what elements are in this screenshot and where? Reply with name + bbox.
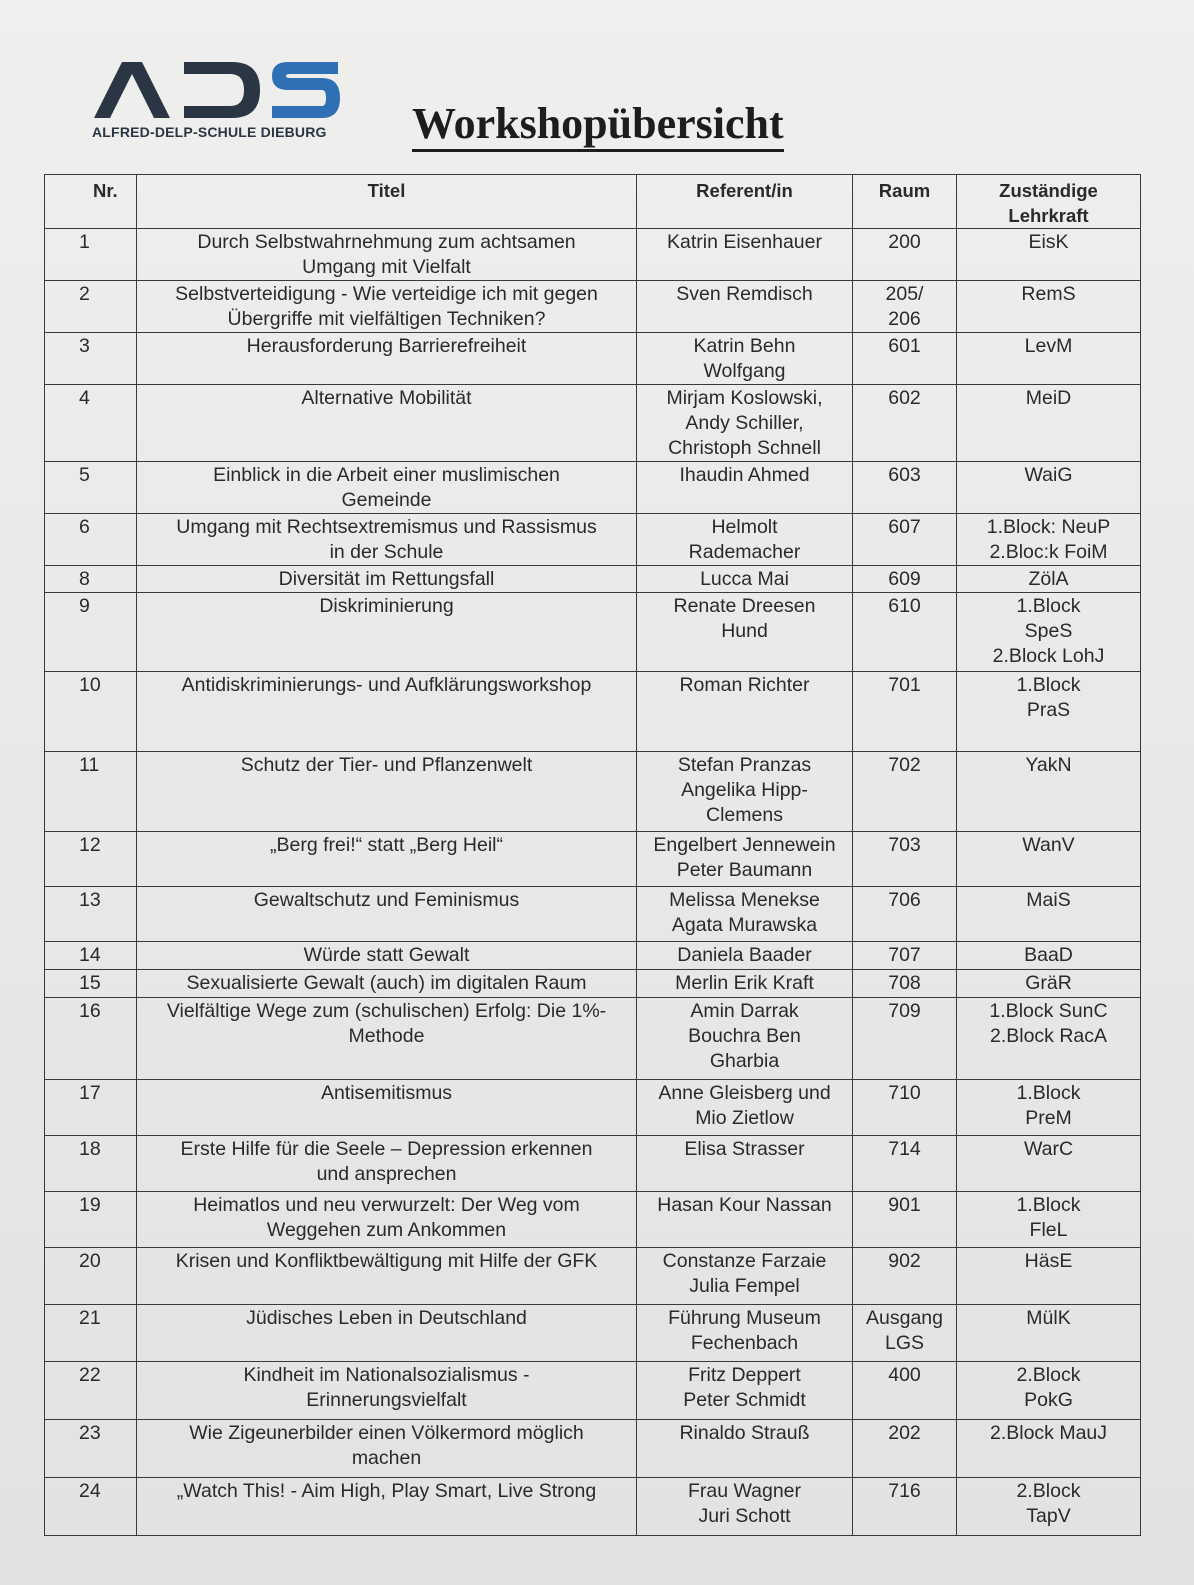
cell-titel-line: Erste Hilfe für die Seele – Depression erkennen <box>180 1138 593 1160</box>
cell-referent-line: Sven Remdisch <box>676 283 813 305</box>
cell-titel-line: und ansprechen <box>316 1163 457 1185</box>
cell-titel <box>137 1080 637 1136</box>
cell-referent-line: Fechenbach <box>690 1332 799 1354</box>
cell-raum <box>853 1305 957 1362</box>
cell-titel <box>137 998 637 1080</box>
cell-raum <box>853 1420 957 1478</box>
cell-referent <box>637 1305 853 1362</box>
cell-referent-line: Mio Zietlow <box>695 1107 794 1129</box>
cell-lehrkraft <box>957 970 1141 998</box>
cell-titel-line: Würde statt Gewalt <box>303 944 470 966</box>
table-row <box>45 514 1141 566</box>
cell-titel-line: Durch Selbstwahrnehmung zum achtsamen <box>197 231 576 253</box>
cell-nr: 3 <box>45 333 137 385</box>
cell-raum <box>853 672 957 752</box>
cell-referent-line: Bouchra Ben <box>688 1025 801 1047</box>
cell-nr: 14 <box>45 942 137 970</box>
table-row <box>45 566 1141 593</box>
cell-raum <box>853 462 957 514</box>
cell-nr: 8 <box>45 566 137 593</box>
cell-raum-line: 601 <box>888 335 921 357</box>
cell-raum <box>853 998 957 1080</box>
cell-nr: 9 <box>45 593 137 672</box>
table-row <box>45 1478 1141 1536</box>
cell-raum-line: 701 <box>888 674 921 696</box>
cell-raum-line: 708 <box>888 972 921 994</box>
cell-referent <box>637 1080 853 1136</box>
cell-lehrkraft <box>957 229 1141 281</box>
cell-lehrkraft-line: 1.Block: NeuP <box>986 516 1111 538</box>
cell-nr: 13 <box>45 887 137 942</box>
cell-referent-line: Wolfgang <box>703 360 786 382</box>
cell-titel-line: Erinnerungsvielfalt <box>306 1389 467 1411</box>
cell-referent <box>637 998 853 1080</box>
cell-referent <box>637 752 853 832</box>
cell-lehrkraft-line: 1.Block <box>1016 1194 1081 1216</box>
header-lehrkraft-line2: Lehrkraft <box>1008 205 1089 226</box>
cell-lehrkraft-line: LevM <box>1024 335 1073 357</box>
cell-referent-line: Anne Gleisberg und <box>658 1082 831 1104</box>
cell-lehrkraft-line: TapV <box>1026 1505 1071 1527</box>
cell-lehrkraft-line: 1.Block <box>1016 1082 1081 1104</box>
cell-referent-line: Peter Schmidt <box>683 1389 806 1411</box>
cell-titel <box>137 970 637 998</box>
cell-titel-line: Antidiskriminierungs- und Aufklärungsworkshop <box>181 674 592 696</box>
table-row <box>45 752 1141 832</box>
cell-lehrkraft-line: MaiS <box>1026 889 1071 911</box>
header-referent: Referent/in <box>637 175 853 229</box>
cell-referent-line: Mirjam Koslowski, <box>666 387 823 409</box>
cell-titel <box>137 566 637 593</box>
cell-nr: 12 <box>45 832 137 887</box>
table-row <box>45 887 1141 942</box>
table-row <box>45 462 1141 514</box>
cell-raum <box>853 229 957 281</box>
cell-raum <box>853 1248 957 1305</box>
table-body <box>45 229 1141 1536</box>
cell-lehrkraft <box>957 1136 1141 1192</box>
cell-raum-line: 702 <box>888 754 921 776</box>
cell-titel <box>137 1305 637 1362</box>
cell-titel-line: „Watch This! - Aim High, Play Smart, Live Strong <box>176 1480 597 1502</box>
header-lehrkraft-line1: Zuständige <box>999 180 1098 201</box>
table-row <box>45 1362 1141 1420</box>
cell-titel <box>137 942 637 970</box>
cell-referent-line: Juri Schott <box>698 1505 791 1527</box>
cell-titel <box>137 1136 637 1192</box>
cell-lehrkraft <box>957 462 1141 514</box>
cell-referent <box>637 1362 853 1420</box>
cell-referent <box>637 1478 853 1536</box>
cell-titel-line: Schutz der Tier- und Pflanzenwelt <box>240 754 533 776</box>
cell-lehrkraft-line: MülK <box>1026 1307 1071 1329</box>
cell-titel-line: Gemeinde <box>341 489 432 511</box>
cell-raum <box>853 1192 957 1248</box>
cell-raum-line: Ausgang <box>866 1307 943 1329</box>
cell-nr: 16 <box>45 998 137 1080</box>
cell-titel-line: Vielfältige Wege zum (schulischen) Erfolg: Die 1%- <box>166 1000 607 1022</box>
cell-raum-line: 902 <box>888 1250 921 1272</box>
cell-lehrkraft <box>957 942 1141 970</box>
cell-nr: 17 <box>45 1080 137 1136</box>
cell-titel-line: Heimatlos und neu verwurzelt: Der Weg vom <box>193 1194 580 1216</box>
cell-titel-line: Einblick in die Arbeit einer muslimischen <box>213 464 560 486</box>
cell-titel <box>137 385 637 462</box>
cell-lehrkraft <box>957 887 1141 942</box>
table-row <box>45 1420 1141 1478</box>
cell-lehrkraft <box>957 566 1141 593</box>
cell-nr: 22 <box>45 1362 137 1420</box>
cell-lehrkraft-line: WanV <box>1022 834 1075 856</box>
table-row <box>45 229 1141 281</box>
cell-lehrkraft <box>957 1248 1141 1305</box>
cell-lehrkraft-line: EisK <box>1028 231 1069 253</box>
cell-raum <box>853 832 957 887</box>
cell-raum-line: 709 <box>888 1000 921 1022</box>
cell-titel-line: „Berg frei!“ statt „Berg Heil“ <box>270 834 503 856</box>
cell-referent <box>637 385 853 462</box>
cell-lehrkraft <box>957 1192 1141 1248</box>
cell-referent <box>637 593 853 672</box>
cell-lehrkraft <box>957 1080 1141 1136</box>
cell-lehrkraft <box>957 1478 1141 1536</box>
cell-referent-line: Rinaldo Strauß <box>679 1422 810 1444</box>
cell-lehrkraft-line: GräR <box>1025 972 1072 994</box>
cell-referent-line: Roman Richter <box>679 674 810 696</box>
cell-lehrkraft <box>957 385 1141 462</box>
cell-lehrkraft-line: WaiG <box>1024 464 1073 486</box>
cell-raum-line: 400 <box>888 1364 921 1386</box>
cell-titel <box>137 832 637 887</box>
cell-lehrkraft-line: SpeS <box>1024 620 1073 642</box>
cell-referent-line: Stefan Pranzas <box>677 754 812 776</box>
table-row <box>45 942 1141 970</box>
cell-raum <box>853 970 957 998</box>
cell-raum-line: 607 <box>888 516 921 538</box>
cell-referent-line: Hund <box>721 620 768 642</box>
cell-referent <box>637 229 853 281</box>
cell-raum <box>853 1362 957 1420</box>
cell-raum-line: 901 <box>888 1194 921 1216</box>
cell-referent-line: Lucca Mai <box>700 568 789 590</box>
cell-lehrkraft-line: 1.Block <box>1016 595 1081 617</box>
cell-referent-line: Katrin Eisenhauer <box>666 231 822 253</box>
cell-referent-line: Merlin Erik Kraft <box>675 972 814 994</box>
cell-raum-line: 706 <box>888 889 921 911</box>
cell-referent-line: Ihaudin Ahmed <box>679 464 810 486</box>
table-row <box>45 593 1141 672</box>
cell-lehrkraft-line: 2.Block <box>1016 1480 1081 1502</box>
cell-lehrkraft <box>957 1305 1141 1362</box>
cell-referent-line: Katrin Behn <box>693 335 796 357</box>
cell-titel-line: in der Schule <box>329 541 444 563</box>
cell-referent <box>637 970 853 998</box>
cell-referent-line: Rademacher <box>688 541 801 563</box>
cell-referent-line: Helmolt <box>711 516 778 538</box>
cell-titel-line: Krisen und Konfliktbewältigung mit Hilfe der GFK <box>175 1250 598 1272</box>
cell-raum-line: 716 <box>888 1480 921 1502</box>
cell-titel-line: Wie Zigeunerbilder einen Völkermord möglich <box>189 1422 584 1444</box>
cell-titel <box>137 672 637 752</box>
cell-titel <box>137 333 637 385</box>
cell-referent-line: Hasan Kour Nassan <box>657 1194 832 1216</box>
cell-nr: 10 <box>45 672 137 752</box>
cell-titel-line: Umgang mit Rechtsextremismus und Rassismus <box>176 516 597 538</box>
cell-raum-line: 602 <box>888 387 921 409</box>
cell-raum <box>853 385 957 462</box>
cell-nr: 18 <box>45 1136 137 1192</box>
cell-lehrkraft-line: MeiD <box>1025 387 1072 409</box>
table-row <box>45 832 1141 887</box>
table-header-row <box>45 175 1141 229</box>
cell-referent-line: Führung Museum <box>668 1307 821 1329</box>
cell-titel-line: Alternative Mobilität <box>301 387 472 409</box>
table-row <box>45 333 1141 385</box>
cell-raum <box>853 1080 957 1136</box>
cell-referent-line: Amin Darrak <box>690 1000 799 1022</box>
cell-referent-line: Melissa Menekse <box>669 889 820 911</box>
cell-lehrkraft-line: 1.Block <box>1016 674 1081 696</box>
table-row <box>45 1080 1141 1136</box>
cell-raum <box>853 593 957 672</box>
cell-raum-line: LGS <box>884 1332 925 1354</box>
table-row <box>45 1305 1141 1362</box>
cell-lehrkraft-line: 2.Bloc:k FoiM <box>989 541 1108 563</box>
cell-referent-line: Gharbia <box>709 1050 780 1072</box>
cell-raum-line: 603 <box>888 464 921 486</box>
cell-titel <box>137 887 637 942</box>
cell-raum <box>853 887 957 942</box>
cell-raum-line: 703 <box>888 834 921 856</box>
cell-referent-line: Daniela Baader <box>677 944 812 966</box>
cell-referent <box>637 887 853 942</box>
cell-referent <box>637 333 853 385</box>
cell-lehrkraft-line: PreM <box>1025 1107 1072 1129</box>
cell-titel <box>137 752 637 832</box>
cell-referent <box>637 514 853 566</box>
cell-referent-line: Andy Schiller, <box>685 412 804 434</box>
cell-raum-line: 714 <box>888 1138 921 1160</box>
cell-nr: 19 <box>45 1192 137 1248</box>
cell-titel <box>137 1248 637 1305</box>
cell-titel <box>137 229 637 281</box>
cell-nr: 1 <box>45 229 137 281</box>
table-row <box>45 385 1141 462</box>
cell-titel-line: Gewaltschutz und Feminismus <box>253 889 520 911</box>
cell-titel-line: Methode <box>348 1025 425 1047</box>
cell-nr: 15 <box>45 970 137 998</box>
cell-lehrkraft-line: RemS <box>1021 283 1076 305</box>
cell-referent-line: Engelbert Jennewein <box>653 834 836 856</box>
cell-raum-line: 205/ <box>885 283 924 305</box>
cell-raum-line: 609 <box>888 568 921 590</box>
cell-lehrkraft <box>957 1420 1141 1478</box>
cell-referent-line: Renate Dreesen <box>673 595 816 617</box>
cell-titel <box>137 593 637 672</box>
cell-nr: 20 <box>45 1248 137 1305</box>
cell-nr: 5 <box>45 462 137 514</box>
table-row <box>45 970 1141 998</box>
header-nr: Nr. <box>45 175 137 229</box>
cell-lehrkraft <box>957 832 1141 887</box>
cell-referent <box>637 1420 853 1478</box>
table-row <box>45 1192 1141 1248</box>
cell-lehrkraft-line: ZölA <box>1028 568 1069 590</box>
school-name: ALFRED-DELP-SCHULE DIEBURG <box>92 124 327 140</box>
cell-raum <box>853 514 957 566</box>
cell-referent-line: Peter Baumann <box>676 859 813 881</box>
document-title: Workshopübersicht <box>412 100 784 152</box>
cell-lehrkraft-line: YakN <box>1025 754 1072 776</box>
table-row <box>45 281 1141 333</box>
header-titel: Titel <box>137 175 637 229</box>
cell-titel-line: Jüdisches Leben in Deutschland <box>246 1307 527 1329</box>
cell-lehrkraft-line: PokG <box>1024 1389 1073 1411</box>
ads-logo-icon <box>92 58 342 120</box>
cell-titel-line: Herausforderung Barrierefreiheit <box>246 335 527 357</box>
cell-lehrkraft <box>957 333 1141 385</box>
cell-raum <box>853 333 957 385</box>
cell-referent <box>637 1248 853 1305</box>
cell-lehrkraft-line: HäsE <box>1024 1250 1073 1272</box>
cell-referent-line: Frau Wagner <box>687 1480 802 1502</box>
cell-referent <box>637 832 853 887</box>
cell-lehrkraft-line: 2.Block MauJ <box>989 1422 1108 1444</box>
cell-lehrkraft <box>957 281 1141 333</box>
cell-referent-line: Christoph Schnell <box>668 437 821 459</box>
cell-lehrkraft-line: WarC <box>1023 1138 1074 1160</box>
cell-referent <box>637 1192 853 1248</box>
cell-raum <box>853 1478 957 1536</box>
cell-titel-line: Sexualisierte Gewalt (auch) im digitalen Raum <box>186 972 587 994</box>
cell-lehrkraft-line: 2.Block <box>1016 1364 1081 1386</box>
cell-titel-line: Weggehen zum Ankommen <box>266 1219 507 1241</box>
cell-referent-line: Agata Murawska <box>671 914 818 936</box>
cell-nr: 4 <box>45 385 137 462</box>
cell-raum <box>853 752 957 832</box>
table-row <box>45 1136 1141 1192</box>
cell-titel-line: Diskriminierung <box>319 595 454 617</box>
cell-nr: 23 <box>45 1420 137 1478</box>
cell-raum <box>853 566 957 593</box>
cell-lehrkraft-line: FleL <box>1029 1219 1068 1241</box>
workshop-table <box>44 174 1141 1536</box>
header-lehrkraft <box>957 175 1141 229</box>
cell-referent <box>637 281 853 333</box>
cell-referent-line: Clemens <box>706 804 783 826</box>
header-raum: Raum <box>853 175 957 229</box>
cell-lehrkraft <box>957 514 1141 566</box>
cell-lehrkraft <box>957 1362 1141 1420</box>
cell-titel-line: machen <box>351 1447 422 1469</box>
cell-referent <box>637 462 853 514</box>
cell-lehrkraft-line: BaaD <box>1024 944 1073 966</box>
table-row <box>45 998 1141 1080</box>
cell-raum-line: 707 <box>888 944 921 966</box>
cell-titel-line: Kindheit im Nationalsozialismus - <box>243 1364 530 1386</box>
cell-nr: 6 <box>45 514 137 566</box>
cell-titel <box>137 1478 637 1536</box>
cell-lehrkraft-line: 2.Block LohJ <box>992 645 1105 667</box>
cell-referent-line: Angelika Hipp- <box>681 779 808 801</box>
cell-lehrkraft-line: 1.Block SunC <box>989 1000 1108 1022</box>
cell-referent-line: Fritz Deppert <box>688 1364 801 1386</box>
cell-titel-line: Diversität im Rettungsfall <box>278 568 495 590</box>
school-logo <box>92 58 342 148</box>
table-row <box>45 672 1141 752</box>
cell-titel-line: Übergriffe mit vielfältigen Techniken? <box>227 308 546 330</box>
cell-titel <box>137 281 637 333</box>
cell-titel <box>137 1420 637 1478</box>
cell-raum <box>853 1136 957 1192</box>
cell-raum-line: 200 <box>888 231 921 253</box>
cell-referent <box>637 672 853 752</box>
cell-nr: 11 <box>45 752 137 832</box>
cell-titel <box>137 1192 637 1248</box>
cell-referent <box>637 1136 853 1192</box>
cell-titel-line: Selbstverteidigung - Wie verteidige ich mit gegen <box>175 283 598 305</box>
cell-raum-line: 710 <box>888 1082 921 1104</box>
table-row <box>45 1248 1141 1305</box>
cell-referent <box>637 566 853 593</box>
cell-titel-line: Umgang mit Vielfalt <box>302 256 471 278</box>
cell-raum-line: 202 <box>888 1422 921 1444</box>
cell-raum <box>853 942 957 970</box>
cell-referent-line: Constanze Farzaie <box>662 1250 827 1272</box>
cell-nr: 21 <box>45 1305 137 1362</box>
cell-raum-line: 206 <box>888 308 921 330</box>
cell-lehrkraft <box>957 593 1141 672</box>
cell-titel <box>137 462 637 514</box>
cell-lehrkraft <box>957 752 1141 832</box>
cell-raum <box>853 281 957 333</box>
cell-lehrkraft <box>957 672 1141 752</box>
cell-referent <box>637 942 853 970</box>
cell-nr: 24 <box>45 1478 137 1536</box>
cell-lehrkraft-line: 2.Block RacA <box>989 1025 1108 1047</box>
cell-referent-line: Elisa Strasser <box>684 1138 805 1160</box>
cell-nr: 2 <box>45 281 137 333</box>
cell-lehrkraft <box>957 998 1141 1080</box>
cell-titel-line: Antisemitismus <box>320 1082 453 1104</box>
cell-titel <box>137 1362 637 1420</box>
cell-titel <box>137 514 637 566</box>
cell-referent-line: Julia Fempel <box>689 1275 800 1297</box>
cell-raum-line: 610 <box>888 595 921 617</box>
cell-lehrkraft-line: PraS <box>1026 699 1071 721</box>
